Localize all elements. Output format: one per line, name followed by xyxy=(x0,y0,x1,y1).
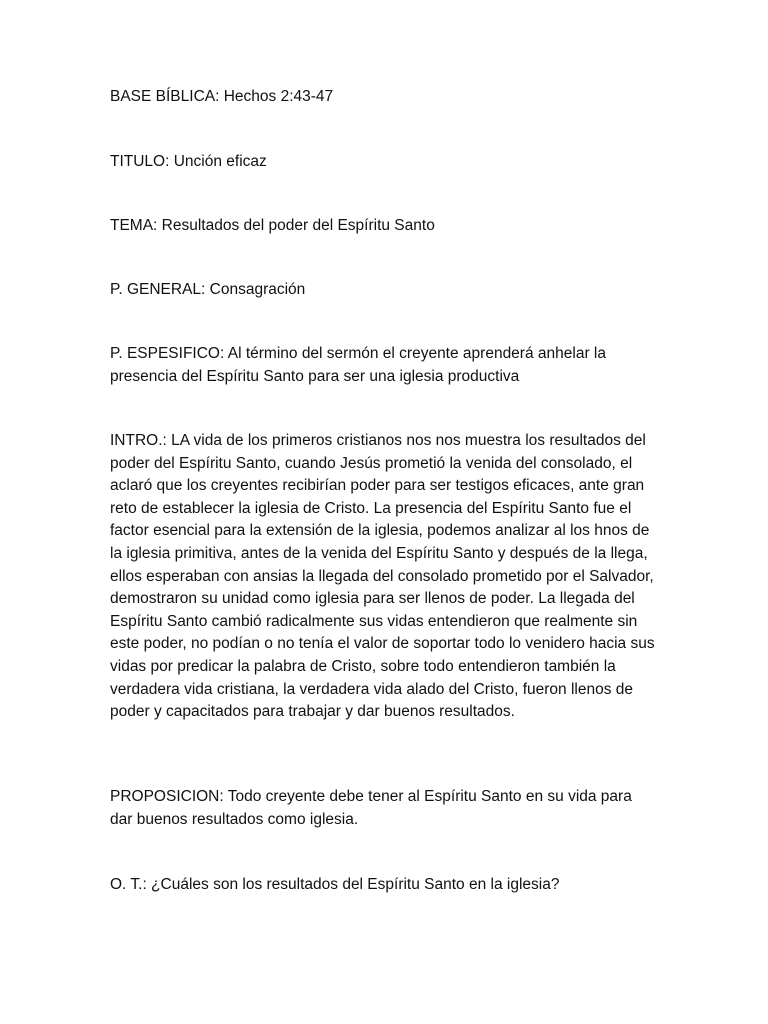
tema-line: TEMA: Resultados del poder del Espíritu Santo xyxy=(110,217,435,234)
oracion-transicion-line: O. T.: ¿Cuáles son los resultados del Espíritu Santo en la iglesia? xyxy=(110,876,560,893)
proposito-general-line: P. GENERAL: Consagración xyxy=(110,281,306,298)
proposicion-paragraph: PROPOSICION: Todo creyente debe tener al Espíritu Santo en su vida para dar buenos resultados como iglesia. xyxy=(110,788,632,828)
titulo-line: TITULO: Unción eficaz xyxy=(110,153,267,170)
proposito-especifico-paragraph: P. ESPESIFICO: Al término del sermón el creyente aprenderá anhelar la presencia del Espíritu Santo para ser una iglesia productiva xyxy=(110,345,606,385)
introduccion-paragraph: INTRO.: LA vida de los primeros cristianos nos nos muestra los resultados del poder del Espíritu Santo, cuando Jesús prometió la venida del consolado, el aclaró que los creyentes recibirían poder para ser testigos eficaces, ante gran reto de establecer la iglesia de Cristo. La presencia del Espíritu Santo fue el factor esencial para la extensión de la iglesia, podemos analizar al los hnos de la iglesia primitiva, antes de la venida del Espíritu Santo y después de la llega, ellos esperaban con ansias la llegada del consolado prometido por el Salvador, demostraron su unidad como iglesia para ser llenos de poder. La llegada del Espíritu Santo cambió radicalmente sus vidas entendieron que realmente sin este poder, no podían o no tenía el valor de soportar todo lo venidero hacia sus vidas por predicar la palabra de Cristo, sobre todo entendieron también la verdadera vida cristiana, la verdadera vida alado del Cristo, fueron llenos de poder y capacitados para trabajar y dar buenos resultados. xyxy=(110,432,655,721)
base-biblica-line: BASE BÍBLICA: Hechos 2:43-47 xyxy=(110,88,334,105)
